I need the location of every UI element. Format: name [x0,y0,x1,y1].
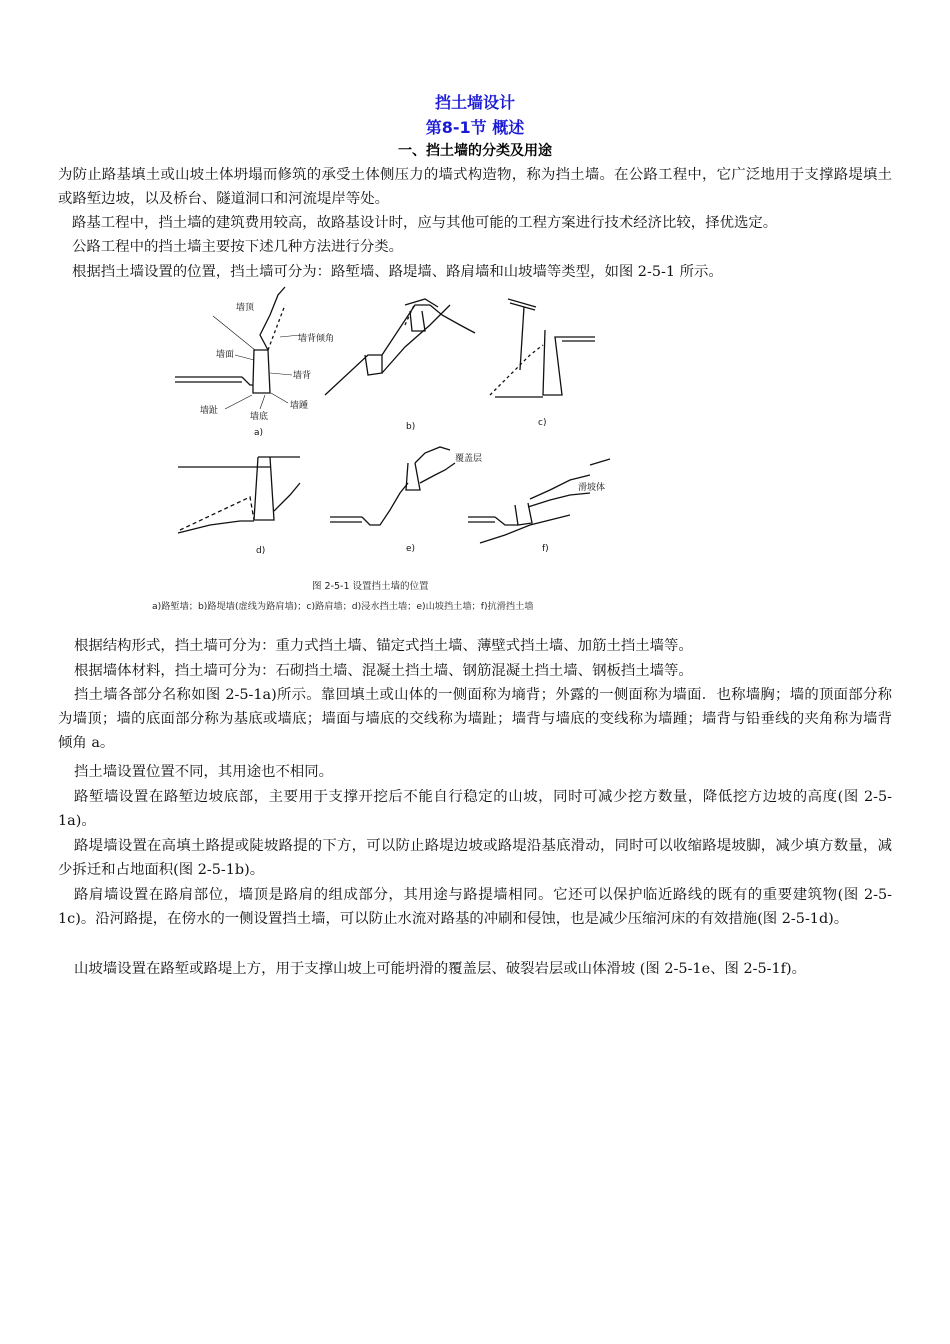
label-qiangmian: 墙面 [216,350,235,360]
paragraph-embankment-wall: 路堤墙设置在高填土路提或陡坡路提的下方，可以防止路堤边坡或路堤沿基底滑动，同时可以收缩路堤坡脚，减少填方数量，减少拆迁和占地面积(图 2-5-1b)。 [58,838,892,878]
figure-c [490,299,595,397]
label-fugaiceng: 覆盖层 [455,454,483,464]
label-qiangbei-qingjiao: 墙背倾角 [298,334,335,344]
paragraph-by-material: 根据墙体材料，挡土墙可分为：石砌挡土墙、混凝土挡土墙、钢筋混凝土挡土墙、钢板挡土墙等。 [74,663,693,679]
paragraph-hillside-wall: 山坡墙设置在路堑或路堤上方，用于支撑山坡上可能坍滑的覆盖层、破裂岩层或山体滑坡 (图 2-5-1e、图 2-5-1f)。 [74,961,806,977]
paragraph-parts: 挡土墙各部分名称如图 2-5-1a)所示。靠回填土或山体的一侧面称为墒背；外露的一侧面称为墙面．也称墙胸；墙的顶面部分称为墙顶；墙的底面部分称为基底或墙底；墙面与墙底的交线称为墙趾；墙背与墙底的变线称为墙踵；墙背与铅垂线的夹角称为墙背倾角 a。 [58,687,892,751]
figure-d [178,457,300,533]
label-a: a) [254,428,264,438]
paragraph-usage: 挡土墙设置位置不同，其用途也不相同。 [74,764,334,780]
figure-2-5-1 [150,285,630,615]
paragraph-by-position: 根据挡土墙设置的位置，挡土墙可分为：路堑墙、路堤墙、路肩墙和山坡墙等类型，如图 2-5-1 所示。 [72,264,723,280]
section-heading: 一、挡土墙的分类及用途 [398,143,552,159]
figure-f [468,459,610,543]
label-e: e) [406,544,416,554]
retaining-wall-diagram [150,285,630,615]
figure-caption-note: a)路堑墙；b)路堤墙(虚线为路肩墙)；c)路肩墙；d)浸水挡土墙；e)山坡挡土墙；f)抗滑挡土墙 [152,601,534,612]
paragraph-intro: 为防止路基填土或山坡土体坍塌而修筑的承受土体侧压力的墙式构造物，称为挡土墙。在公路工程中，它广泛地用于支撑路堤填土或路堑边坡，以及桥台、隧道洞口和河流堤岸等处。 [58,167,892,207]
figure-b [325,299,475,395]
paragraph-cost: 路基工程中，挡土墙的建筑费用较高，故路基设计时，应与其他可能的工程方案进行技术经济比较，择优选定。 [72,215,778,231]
label-f: f) [542,544,549,554]
paragraph-cutting-wall: 路堑墙设置在路堑边坡底部，主要用于支撑开挖后不能自行稳定的山坡，同时可减少挖方数量，降低挖方边坡的高度(图 2-5-1a)。 [58,789,892,829]
label-qiangzhi: 墙趾 [200,406,219,416]
label-qiangdi: 墙底 [250,412,269,422]
label-qiangzhong: 墙踵 [290,401,309,411]
figure-e [330,447,455,525]
label-b: b) [406,422,416,432]
paragraph-by-structure: 根据结构形式，挡土墙可分为：重力式挡土墙、锚定式挡土墙、薄壁式挡土墙、加筋土挡土墙等。 [74,638,693,654]
doc-title: 挡土墙设计 [434,93,515,112]
label-c: c) [538,418,547,428]
doc-subtitle: 第8-1节 概述 [425,118,525,137]
paragraph-classification: 公路工程中的挡土墙主要按下述几种方法进行分类。 [72,239,403,255]
paragraph-shoulder-wall: 路肩墙设置在路肩部位，墙顶是路肩的组成部分，其用途与路提墙相同。它还可以保护临近路线的既有的重要建筑物(图 2-5-1c)。沿河路提，在傍水的一侧设置挡土墙，可以防止水流对路基的冲刷和侵蚀，也是减少压缩河床的有效措施(图 2-5-1d)。 [58,887,892,927]
label-d: d) [256,546,266,556]
label-qiangbei: 墙背 [293,371,312,381]
label-qiangding: 墙顶 [236,303,255,313]
label-huapoti: 滑坡体 [578,483,606,493]
figure-caption-title: 图 2-5-1 设置挡土墙的位置 [312,581,429,592]
